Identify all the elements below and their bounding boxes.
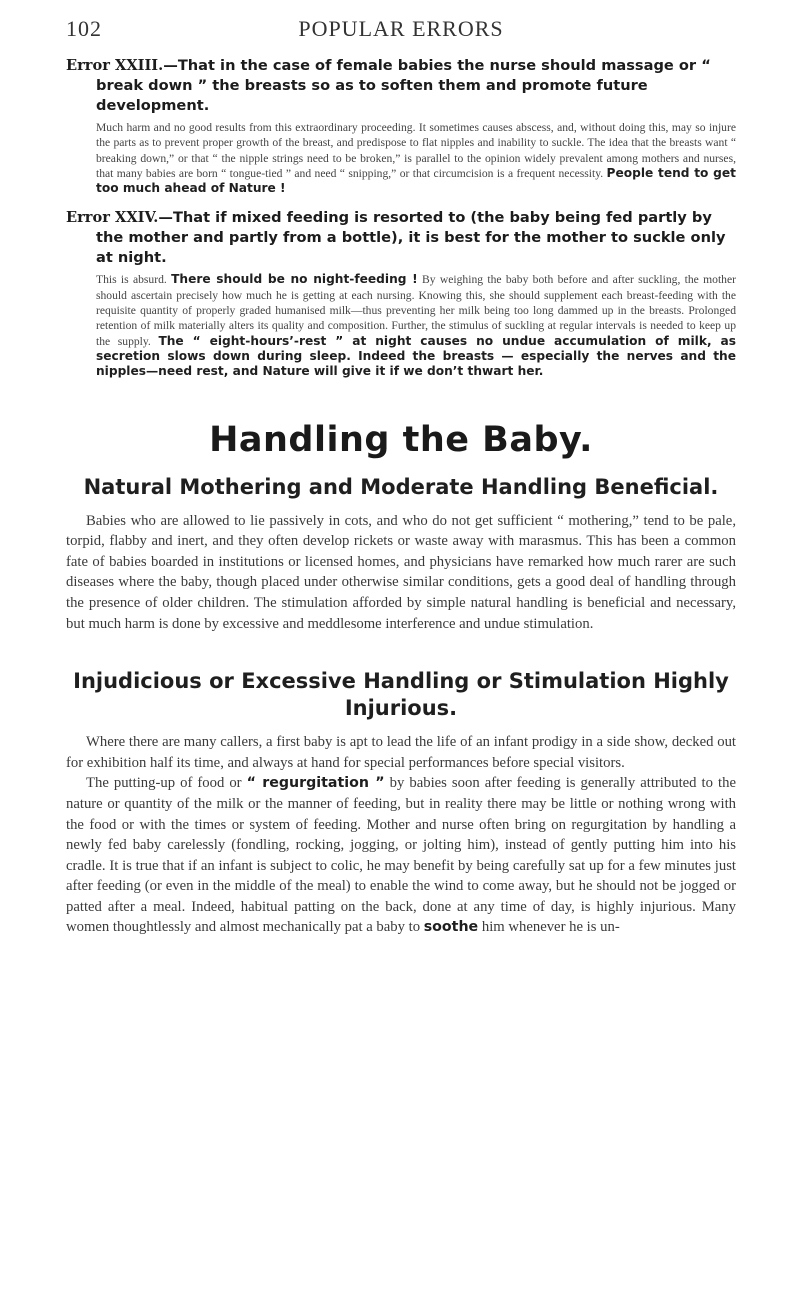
section-natural-mothering	[66, 474, 736, 635]
running-head	[66, 16, 736, 50]
error-heading	[66, 56, 736, 116]
error-label: Error XXIII.	[66, 57, 164, 74]
paragraph-text: by babies soon after feeding is generally attributed to the nature or quantity of the milk or the manner of feeding, but in reality there may be little or nothing wrong with the food or with the times or system of feeding. Mother and nurse often bring on regurgitation by handling a newly fed baby carelessly (fondling, rocking, jogging, or jolting him), instead of gently putting him into his cradle. It is true that if an infant is subject to colic, he may benefit by being carefully sat up for a few minutes just after feeding (or even in the middle of the meal) to enable the wind to come away, but he should not be jogged or patted after a meal. Indeed, habitual patting on the back, done at any time of day, is highly injurious. Many women thoughtlessly and almost mechanically pat a baby to	[66, 775, 736, 936]
error-emphasis: There should be no night-feeding !	[171, 272, 418, 287]
error-heading-text: —That if mixed feeding is resorted to (the baby being fed partly by the mother and partly from a bottle), it is best for the mother to suckle only at night.	[96, 209, 726, 267]
error-xxiii	[66, 56, 736, 196]
section-paragraph: Where there are many callers, a first baby is apt to lead the life of an infant prodigy in a side show, decked out for exhibition half its time, and always at hand for special performances before special visitors.	[66, 734, 736, 771]
error-body	[66, 272, 736, 379]
error-body-middle: By weighing the baby both before and after suckling, the mother should ascertain precisely how much he is getting at each nursing. Knowing this, she should supplement each breast-feeding with the requisite quantity of properly graded humanised milk—thus preventing her milk being too long dammed up in the breasts. Prolonged retention of milk materially alters its quality and composition. Further, the stimulus of suckling at regular intervals is needed to keep up the supply.	[96, 273, 736, 348]
error-body-start: This is absurd.	[96, 273, 172, 287]
error-label: Error XXIV.	[66, 209, 159, 227]
error-emphasis: People tend to get too much ahead of Nature !	[96, 165, 736, 196]
chapter-title: Handling the Baby.	[209, 419, 593, 460]
paragraph-emphasis: “ regurgitation ”	[246, 775, 385, 792]
section-paragraph: Babies who are allowed to lie passively in cots, and who do not get sufficient “ mothering,” tend to be pale, torpid, flabby and inert, and they often develop rickets or waste away with marasmus. This has been a common fate of babies boarded in institutions or licensed homes, and physicians have remarked how much rarer are such diseases where the baby, though placed under otherwise similar conditions, gets a good deal of handling through the presence of older children. The stimulation afforded by simple natural handling is beneficial and necessary, but much harm is done by excessive and meddlesome interference and undue stimulation.	[66, 512, 736, 632]
section-paragraph	[66, 773, 736, 938]
paragraph-emphasis: soothe	[423, 919, 479, 936]
paragraph-text: him whenever he is un-	[478, 919, 620, 936]
error-emphasis: The “ eight-hours’-rest ” at night causes no undue accumulation of milk, as secretion slows down during sleep. Indeed the breasts — especially the nerves and the nipples—need rest, and Nature will give it if we don’t thwart her.	[96, 333, 736, 379]
paragraph-text: The putting-up of food or	[86, 775, 247, 792]
page-number: 102	[66, 16, 102, 41]
error-heading	[66, 208, 736, 268]
running-title: POPULAR ERRORS	[298, 16, 504, 41]
error-heading-text: —That in the case of female babies the nurse should massage or “ break down ” the breasts so as to soften them and promote future development.	[96, 57, 711, 114]
section-title: Injudicious or Excessive Handling or Stimulation Highly Injurious.	[73, 669, 729, 721]
error-body	[66, 120, 736, 196]
error-xxiv	[66, 208, 736, 379]
error-body-text: Much harm and no good results from this extraordinary proceeding. It sometimes causes abscess, and, without doing this, may so injure the parts as to prevent proper growth of the breast, and predispose to flat nipples and inability to suckle. The idea that the breasts want “ breaking down,” or that “ the nipple strings need to be broken,” is parallel to the opinion widely prevalent among mothers and nurses, that many babies are born “ tongue-tied ” and need “ snipping,” or that circumcision is a frequent necessity.	[96, 121, 736, 180]
section-title: Natural Mothering and Moderate Handling Beneficial.	[83, 474, 719, 499]
section-injudicious-handling	[66, 668, 736, 938]
